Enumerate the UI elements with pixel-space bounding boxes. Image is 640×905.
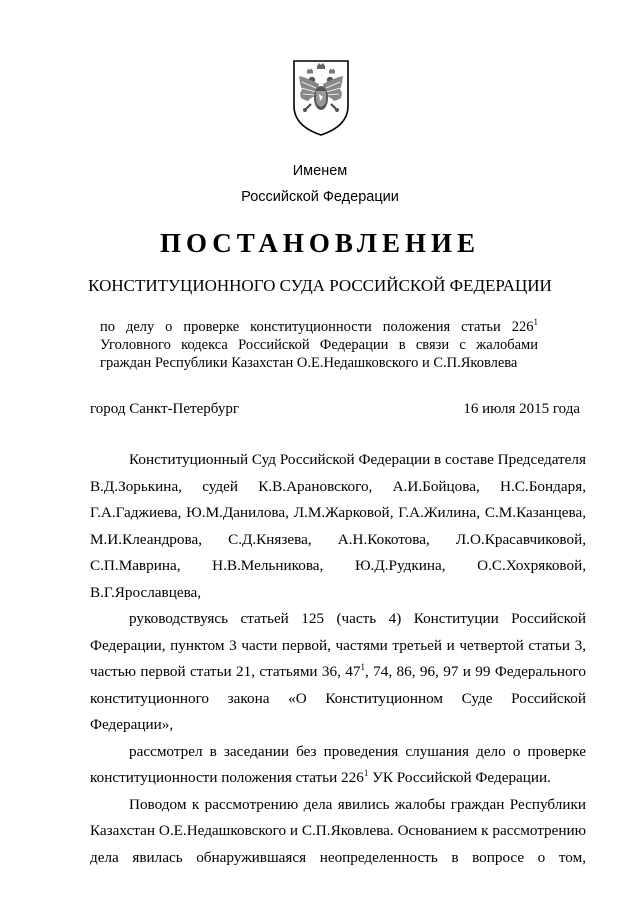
date: 16 июля 2015 года <box>463 401 580 417</box>
body-line: Поводом к рассмотрению дела явились жалобы граждан Республики <box>129 795 586 813</box>
body-line: М.И.Клеандрова, С.Д.Князева, А.Н.Кокотова, Л.О.Красавчиковой, <box>90 530 586 548</box>
document-body <box>90 447 586 871</box>
case-subject <box>100 318 538 372</box>
body-line: дела явилась обнаружившаяся неопределенность в вопросе о том, <box>90 848 586 866</box>
body-line: частью первой статьи 21, статьями 36, $47^1$, 74, 86, 96, 97 и 99 Федерального <box>90 661 586 680</box>
body-line: Г.А.Гаджиева, Ю.М.Данилова, Л.М.Жарковой, Г.А.Жилина, С.М.Казанцева, <box>90 504 586 521</box>
body-line: С.П.Маврина, Н.В.Мельникова, Ю.Д.Рудкина, О.С.Хохряковой, <box>90 557 586 574</box>
header-name-line2: Российской Федерации <box>241 189 399 205</box>
body-line: Федерации, пунктом 3 части первой, частями третьей и четвертой статьи 3, <box>90 636 586 654</box>
court-name: КОНСТИТУЦИОННОГО СУДА РОССИЙСКОЙ ФЕДЕРАЦИИ <box>88 276 552 295</box>
body-line: В.Д.Зорькина, судей К.В.Арановского, А.И.Бойцова, Н.С.Бондаря, <box>90 477 586 495</box>
subject-line-2: Уголовного кодекса Российской Федерации в связи с жалобами <box>100 337 538 353</box>
header-name-line1: Именем <box>292 163 348 179</box>
body-line: В.Г.Ярославцева, <box>90 583 202 601</box>
subject-line-1: по делу о проверке конституционности положения статьи $226^1$ <box>100 317 538 335</box>
body-line: Казахстан О.Е.Недашковского и С.П.Яковлева. Основанием к рассмотрению <box>90 822 586 839</box>
subject-line-3: граждан Республики Казахстан О.Е.Недашковского и С.П.Яковлева <box>100 355 518 371</box>
place: город Санкт-Петербург <box>90 401 239 417</box>
coat-of-arms-emblem <box>290 58 352 138</box>
body-line: конституционного закона «О Конституционном Суде Российской <box>90 689 586 707</box>
body-line: Конституционный Суд Российской Федерации в составе Председателя <box>129 451 586 468</box>
body-line: руководствуясь статьей 125 (часть 4) Конституции Российской <box>129 610 586 627</box>
body-line: конституционности положения статьи $226^1$ УК Российской Федерации. <box>90 767 551 786</box>
document-title: ПОСТАНОВЛЕНИЕ <box>159 228 481 258</box>
body-line: рассмотрел в заседании без проведения слушания дело о проверке <box>129 742 586 760</box>
body-line: Федерации», <box>90 716 174 733</box>
